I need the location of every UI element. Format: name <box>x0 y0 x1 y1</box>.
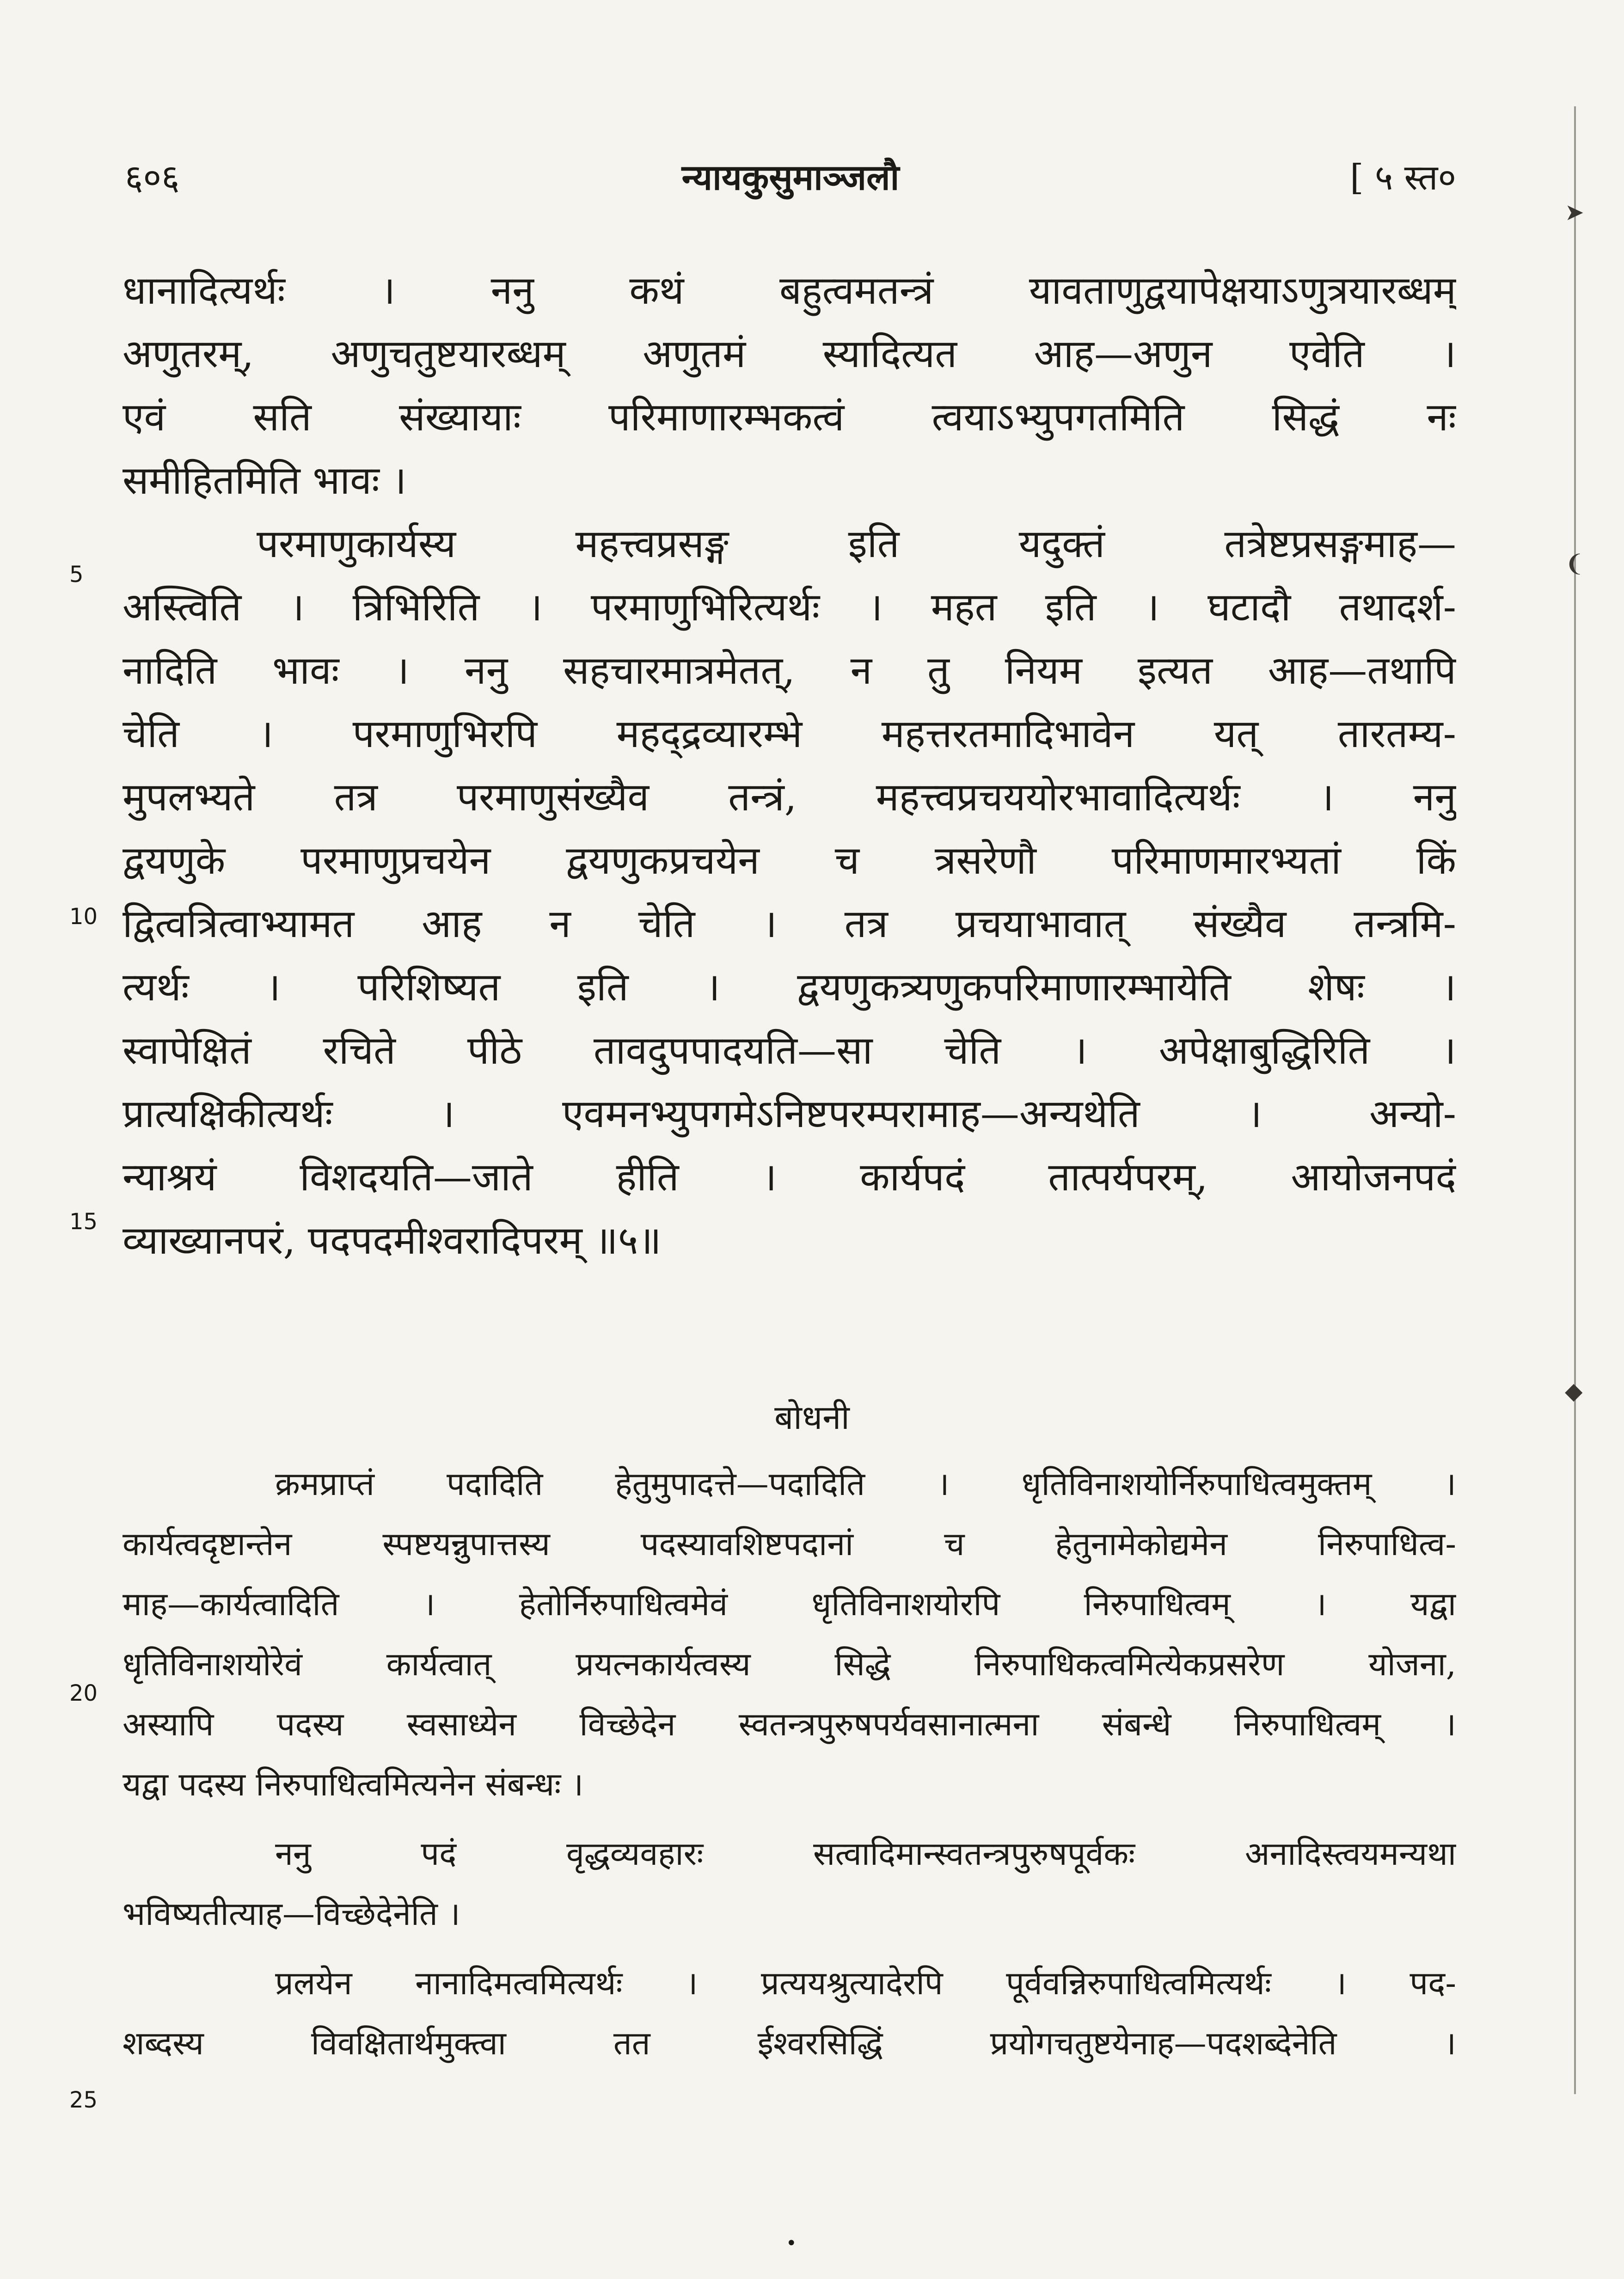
line-number: 5 <box>69 562 84 588</box>
main-text-line: नादिति भावः । ननु सहचारमात्रमेतत्, न तु नियम इत्यत आह—तथापि <box>123 648 1456 693</box>
edge-mark: ◆ <box>1565 1378 1583 1404</box>
line-number: 20 <box>69 1680 98 1706</box>
commentary-line: प्रलयेन नानादिमत्वमित्यर्थः । प्रत्ययश्रुत्यादेरपि पूर्ववन्निरुपाधित्वमित्यर्थः । पद- <box>275 1964 1456 2002</box>
section-marker: [ ५ स्त० <box>1350 157 1456 198</box>
commentary-heading: बोधनी <box>774 1398 850 1437</box>
edge-mark: ➤ <box>1565 199 1584 226</box>
main-text-line: मुपलभ्यते तत्र परमाणुसंख्यैव तन्त्रं, महत्त्वप्रचययोरभावादित्यर्थः । ननु <box>123 774 1456 820</box>
main-text-line: व्याख्यानपरं, पदपदमीश्वरादिपरम् ॥५॥ <box>123 1218 662 1263</box>
commentary-line: क्रमप्राप्तं पदादिति हेतुमुपादत्ते—पदादिति । धृतिविनाशयोर्निरुपाधित्वमुक्तम् । <box>275 1465 1456 1503</box>
running-title: न्यायकुसुमाञ्जलौ <box>681 157 900 198</box>
page-header <box>125 153 1456 208</box>
commentary-line: यद्वा पदस्य निरुपाधित्वमित्यनेन संबन्धः । <box>123 1765 584 1803</box>
main-text-block <box>123 259 1456 1272</box>
main-text-line: धानादित्यर्थः । ननु कथं बहुत्वमतन्त्रं यावताणुद्वयापेक्षयाऽणुत्रयारब्धम् <box>123 268 1456 313</box>
line-number: 15 <box>69 1209 98 1235</box>
main-text-line: अस्त्विति । त्रिभिरिति । परमाणुभिरित्यर्थः । महत इति । घटादौ तथादर्श- <box>123 584 1456 630</box>
main-text-line: न्याश्रयं विशदयति—जाते हीति । कार्यपदं तात्पर्यपरम्, आयोजनपदं <box>123 1154 1456 1200</box>
page-edge-line <box>1574 106 1576 2094</box>
print-mark: • <box>786 2233 797 2254</box>
main-text-line: द्वित्वत्रित्वाभ्यामत आह न चेति । तत्र प्रचयाभावात् संख्यैव तन्त्रमि- <box>123 901 1456 946</box>
main-text-line: द्वयणुके परमाणुप्रचयेन द्वयणुकप्रचयेन च त्रसरेणौ परिमाणमारभ्यतां किं <box>123 838 1456 883</box>
commentary-line: शब्दस्य विवक्षितार्थमुक्त्वा तत ईश्वरसिद्धिं प्रयोगचतुष्टयेनाह—पदशब्देनेति । <box>123 2024 1456 2062</box>
edge-mark: ❨ <box>1565 550 1584 577</box>
commentary-line: माह—कार्यत्वादिति । हेतोर्निरुपाधित्वमेवं धृतिविनाशयोरपि निरुपाधित्वम् । यद्वा <box>123 1585 1456 1623</box>
commentary-line: भविष्यतीत्याह—विच्छेदेनेति । <box>123 1895 460 1933</box>
commentary-block <box>123 1454 1456 2073</box>
line-number: 25 <box>69 2087 98 2113</box>
main-text-line: स्वापेक्षितं रचिते पीठे तावदुपपादयति—सा चेति । अपेक्षाबुद्धिरिति । <box>123 1028 1456 1073</box>
main-text-line: प्रात्यक्षिकीत्यर्थः । एवमनभ्युपगमेऽनिष्टपरम्परामाह—अन्यथेति । अन्यो- <box>123 1091 1456 1136</box>
main-text-line: समीहितमिति भावः । <box>123 458 407 503</box>
main-text-line: त्यर्थः । परिशिष्यत इति । द्वयणुकत्र्यणुकपरिमाणारम्भायेति शेषः । <box>123 964 1456 1010</box>
line-number: 10 <box>69 904 98 930</box>
main-text-line: चेति । परमाणुभिरपि महद्द्रव्यारम्भे महत्तरतमादिभावेन यत् तारतम्य- <box>123 711 1456 756</box>
commentary-line: ननु पदं वृद्धव्यवहारः सत्वादिमान्स्वतन्त्रपुरुषपूर्वकः अनादिस्त्वयमन्यथा <box>275 1835 1456 1873</box>
commentary-line: धृतिविनाशयोरेवं कार्यत्वात् प्रयत्नकार्यत्वस्य सिद्धे निरुपाधिकत्वमित्येकप्रसरेण योजना, <box>123 1645 1456 1683</box>
commentary-line: अस्यापि पदस्य स्वसाध्येन विच्छेदेन स्वतन्त्रपुरुषपर्यवसानात्मना संबन्धे निरुपाधित्वम् । <box>123 1705 1456 1743</box>
main-text-line: एवं सति संख्यायाः परिमाणारम्भकत्वं त्वयाऽभ्युपगतमिति सिद्धं नः <box>123 394 1456 440</box>
main-text-line: अणुतरम्, अणुचतुष्टयारब्धम् अणुतमं स्यादित्यत आह—अणुन एवेति । <box>123 331 1456 376</box>
page-number: ६०६ <box>125 157 180 198</box>
main-text-line: परमाणुकार्यस्य महत्त्वप्रसङ्ग इति यदुक्तं तत्रेष्टप्रसङ्गमाह— <box>257 521 1456 566</box>
commentary-line: कार्यत्वदृष्टान्तेन स्पष्टयन्नुपात्तस्य पदस्यावशिष्टपदानां च हेतुनामेकोद्यमेन निरुपाधित्व- <box>123 1525 1456 1563</box>
